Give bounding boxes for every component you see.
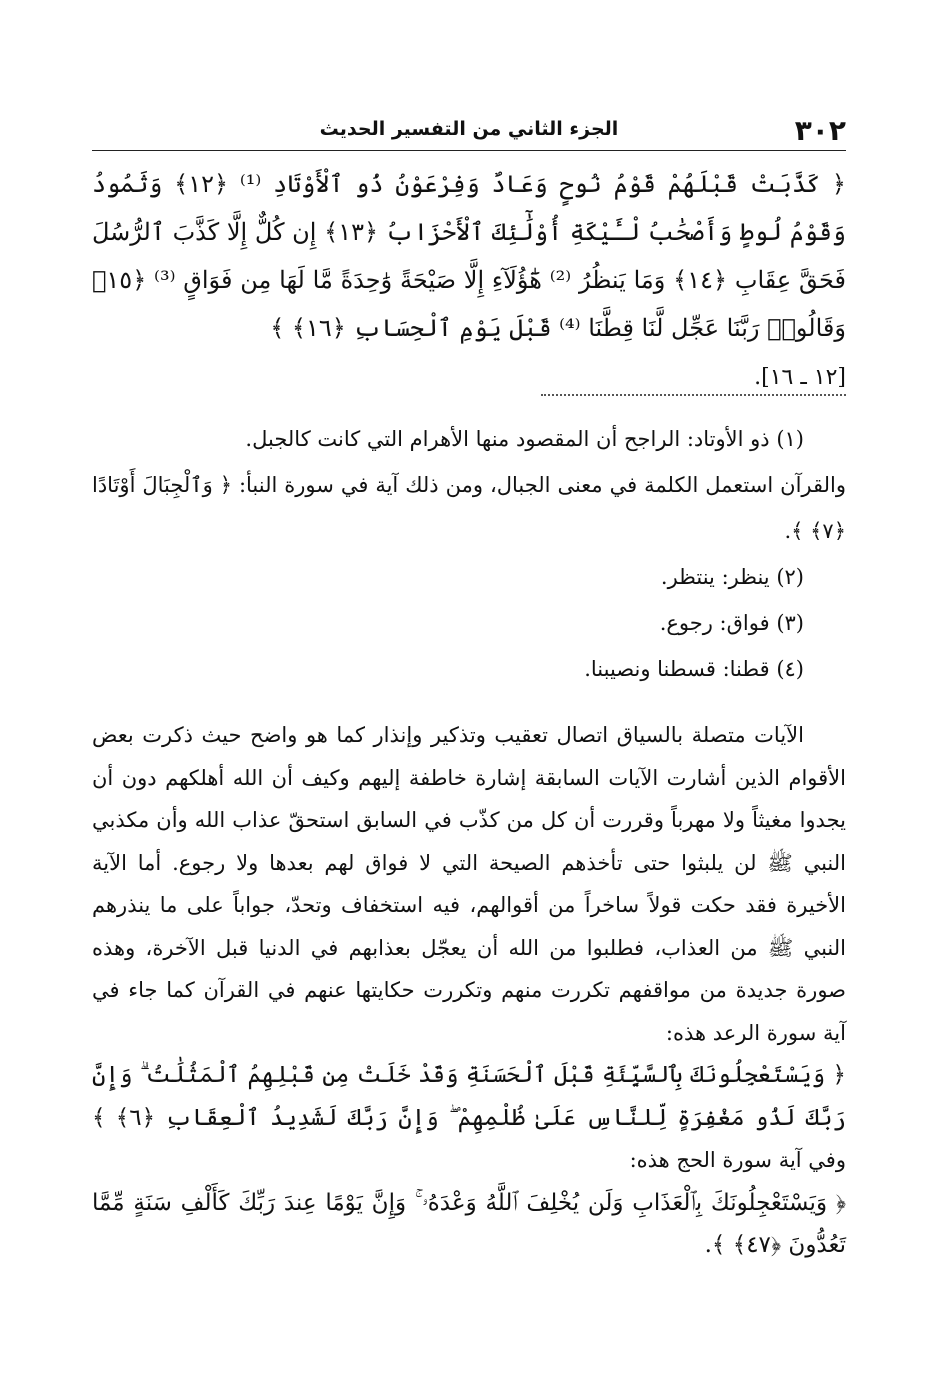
page-number: ٣٠٢	[794, 114, 846, 147]
footnote-1-continued: والقرآن استعمل الكلمة في معنى الجبال، ومن ذلك آية في سورة النبأ: ﴿ وَٱلْجِبَالَ أَوْتَادًا ﴿٧﴾ ﴾.	[92, 473, 846, 543]
verse-reference: [١٢ ـ ١٦].	[754, 365, 846, 390]
verse-hajj: ﴿ وَيَسْتَعْجِلُونَكَ بِٱلْعَذَابِ وَلَن يُخْلِفَ ٱللَّهُ وَعْدَهُۥ ۚ وَإِنَّ يَوْمًا عِندَ رَبِّكَ كَأَلْفِ سَنَةٍ مِّمَّا تَعُدُّونَ ﴿٤٧﴾ ﴾.	[92, 1189, 846, 1258]
commentary-paragraph: الآيات متصلة بالسياق اتصال تعقيب وتذكير وإنذار كما هو واضح حيث ذكرت بعض الأقوام الذين أشارت الآيات السابقة إشارة خاطفة إليهم وكيف أن الله أهلكهم دون أن يجدوا مغيثاً ولا مهرباً وقررت أن كل من كذّب في السابق استحقّ عذاب الله وأن مكذبي النبي ﷺ لن يلبثوا حتى تأخذهم الصيحة التي لا فواق لهم بعدها ولا رجوع. أما الآية الأخيرة فقد حكت قولاً ساخراً من أقوالهم، فيه استخفاف وتحدّ، جواباً على ما ينذرهم النبي ﷺ من العذاب، فطلبوا من الله أن يعجّل بعذابهم في الدنيا قبل الآخرة، وهذه صورة جديدة من مواقفهم تكررت منهم وتكررت حكايتها عنهم في القرآن كما جاء في آية سورة الرعد هذه:	[92, 723, 846, 1045]
footnote-2: (٢) ينظر: ينتظر.	[660, 565, 804, 589]
footnote-4: (٤) قطنا: قسطنا ونصيبنا.	[584, 657, 804, 681]
footnote-3: (٣) فواق: رجوع.	[659, 611, 804, 635]
verse-text: ﴿ كَذَّبَتْ قَبْلَهُمْ قَوْمُ نُوحٍ وَعَادٌ وَفِرْعَوْنُ ذُو ٱلْأَوْتَادِ ⁽¹⁾ ﴿١٢﴾ وَثَمُودُ وَقَوْمُ لُوطٍ وَأَصْحَٰبُ لْـَٔيْكَةِ أُوْلَٰٓئِكَ ٱلْأَحْزَابُ ﴿١٣﴾ إِن كُلٌّ إِلَّا كَذَّبَ ٱلرُّسُلَ فَحَقَّ عِقَابِ ﴿١٤﴾ وَمَا يَنظُرُ ⁽²⁾ هَٰٓؤُلَآءِ إِلَّا صَيْحَةً وَٰحِدَةً مَّا لَهَا مِن فَوَاقٍ ⁽³⁾ ﴿١٥﴾ وَقَالُوا۟ رَبَّنَا عَجِّل لَّنَا قِطَّنَا ⁽⁴⁾ قَبْلَ يَوْمِ ٱلْحِسَابِ ﴿١٦﴾ ﴾	[92, 170, 847, 342]
footnote-1: (١) ذو الأوتاد: الراجح أن المقصود منها الأهرام التي كانت كالجبل.	[245, 427, 804, 451]
verse-raad: ﴿ وَيَسْتَعْجِلُونَكَ بِٱلسَّيِّئَةِ قَبْلَ ٱلْحَسَنَةِ وَقَدْ خَلَتْ مِن قَبْلِهِمُ ٱلْمَثُلَٰتُ ۗ وَإِنَّ رَبَّكَ لَذُو مَغْفِرَةٍ لِّلنَّاسِ عَلَىٰ ظُلْمِهِمْ ۖ وَإِنَّ رَبَّكَ لَشَدِيدُ ٱلْعِقَابِ ﴿٦﴾ ﴾	[92, 1062, 846, 1131]
raad-quote	[92, 1054, 846, 1182]
footnote-separator	[541, 394, 846, 396]
header-divider	[92, 150, 846, 151]
hajj-intro: وفي آية سورة الحج هذه:	[629, 1148, 846, 1172]
page-header	[92, 112, 846, 152]
quran-verses	[92, 160, 846, 402]
commentary	[92, 714, 846, 1267]
footnotes	[92, 416, 846, 692]
running-title: الجزء الثاني من التفسير الحديث	[319, 118, 619, 140]
